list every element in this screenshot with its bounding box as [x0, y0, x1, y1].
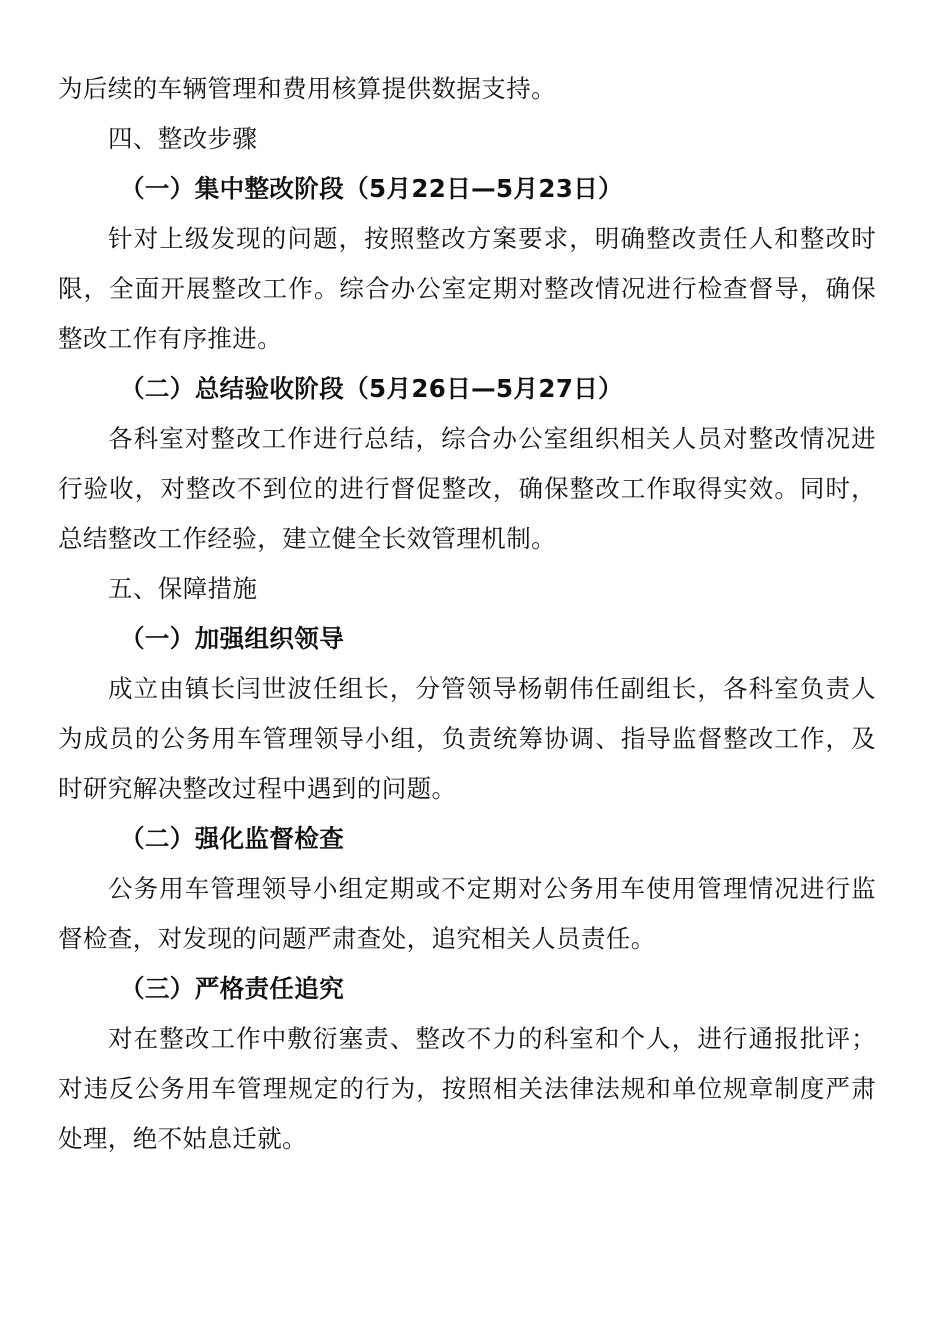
- body-text-line: 总结整改工作经验，建立健全长效管理机制。: [58, 524, 556, 553]
- body-text-line: 公务用车管理领导小组定期或不定期对公务用车使用管理情况进行监: [108, 874, 876, 903]
- subheading-leadership: （一）加强组织领导: [120, 624, 345, 653]
- body-text-line: 成立由镇长闫世波任组长，分管领导杨朝伟任副组长，各科室负责人: [108, 674, 876, 703]
- subheading-supervision: （二）强化监督检查: [120, 824, 345, 853]
- section-heading-5: 五、保障措施: [108, 574, 258, 603]
- subheading-accountability: （三）严格责任追究: [120, 974, 345, 1003]
- body-text-line: 对违反公务用车管理规定的行为，按照相关法律法规和单位规章制度严肃: [58, 1074, 876, 1103]
- subheading-stage-1: （一）集中整改阶段（5月22日—5月23日）: [120, 174, 624, 203]
- body-text-line: 针对上级发现的问题，按照整改方案要求，明确整改责任人和整改时: [108, 224, 876, 253]
- body-text-line: 各科室对整改工作进行总结，综合办公室组织相关人员对整改情况进: [108, 424, 876, 453]
- body-text-line: 限，全面开展整改工作。综合办公室定期对整改情况进行检查督导，确保: [58, 274, 876, 303]
- body-text-line: 为后续的车辆管理和费用核算提供数据支持。: [58, 74, 556, 103]
- body-text-line: 时研究解决整改过程中遇到的问题。: [58, 774, 457, 803]
- body-text-line: 为成员的公务用车管理领导小组，负责统筹协调、指导监督整改工作，及: [58, 724, 876, 753]
- body-text-line: 督检查，对发现的问题严肃查处，追究相关人员责任。: [58, 924, 656, 953]
- body-text-line: 行验收，对整改不到位的进行督促整改，确保整改工作取得实效。同时，: [58, 474, 876, 503]
- body-text-line: 对在整改工作中敷衍塞责、整改不力的科室和个人，进行通报批评；: [108, 1024, 876, 1053]
- body-text-line: 整改工作有序推进。: [58, 324, 283, 353]
- section-heading-4: 四、整改步骤: [108, 124, 258, 153]
- subheading-stage-2: （二）总结验收阶段（5月26日—5月27日）: [120, 374, 624, 403]
- body-text-line: 处理，绝不姑息迁就。: [58, 1124, 307, 1153]
